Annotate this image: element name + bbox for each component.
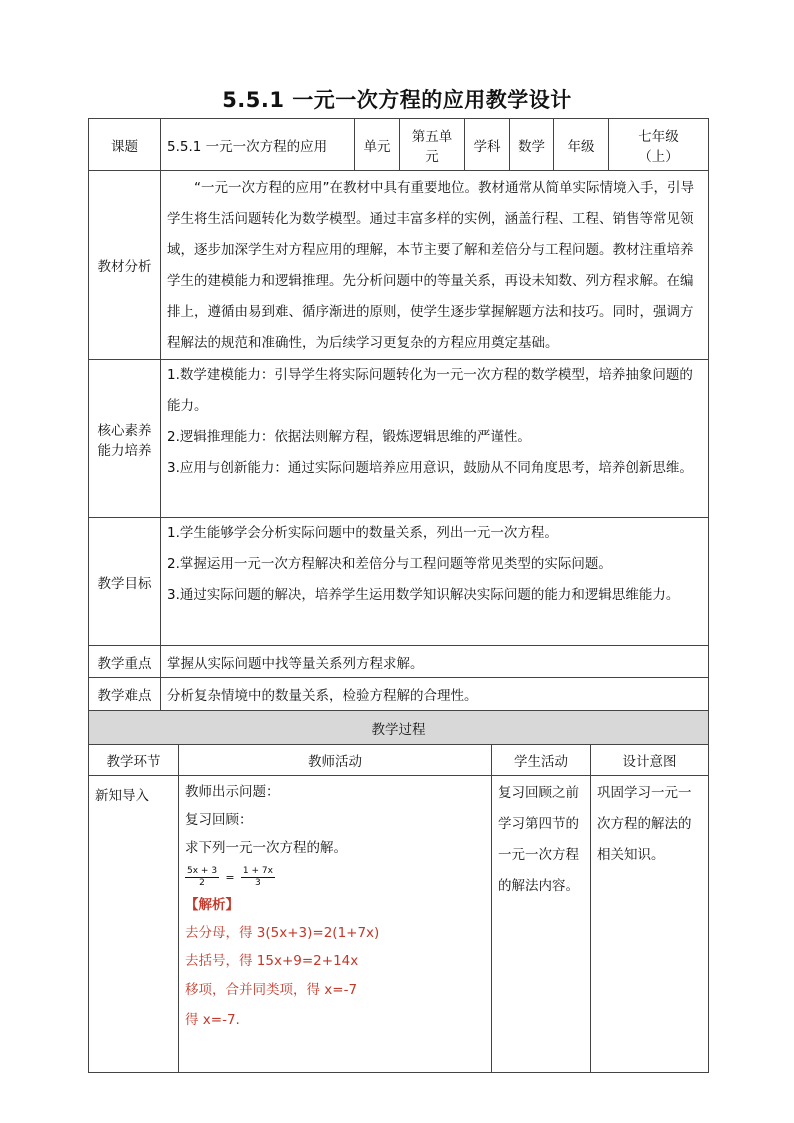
equation [185, 866, 485, 889]
nian-ji-line-2: （上） [638, 148, 679, 165]
intent-cell [591, 776, 709, 1073]
nandian-row [89, 678, 709, 711]
hexin-content [161, 360, 709, 518]
nian-ji-label: 年级 [554, 119, 609, 171]
process-row-1 [89, 776, 709, 1073]
page-title: 5.5.1 一元一次方程的应用教学设计 [222, 88, 572, 112]
huanjie-cell: 新知导入 [89, 776, 179, 1073]
xue-ke-value: 数学 [510, 119, 554, 171]
fraction-right [241, 866, 275, 889]
ke-ti-value: 5.5.1 一元一次方程的应用 [161, 119, 355, 171]
zhongdian-row [89, 646, 709, 678]
mubiao-label: 教学目标 [89, 518, 161, 646]
jiaocai-text: “一元一次方程的应用”在教材中具有重要地位。教材通常从简单实际情境入手，引导学生将生活问题转化为数学模型。通过丰富多样的实例，涵盖行程、工程、销售等常见领域，逐步加深学生对方程应用的理解，本节主要了解和差倍分与工程问题。教材注重培养学生的建模能力和逻辑推理。先分析问题中的等量关系，再设未知数、列方程求解。在编排上，遵循由易到难、循序渐进的原则，使学生逐步掌握解题方法和技巧。同时，强调方程解法的规范和准确性，为后续学习更复杂的方程应用奠定基础。 [167, 180, 694, 351]
teacher-line-3: 求下列一元一次方程的解。 [185, 840, 347, 856]
header-row [89, 119, 709, 171]
jiaocai-content [161, 171, 709, 360]
solution-step-2: 去括号，得 15x+9=2+14x [185, 953, 359, 969]
info-table [88, 118, 709, 711]
lesson-plan-table [88, 118, 708, 1073]
process-columns-row [89, 745, 709, 776]
intent-text: 巩固学习一元一次方程的解法的相关知识。 [597, 785, 692, 863]
step-4-value: x=-7. [202, 1012, 240, 1028]
hexin-label-line-1: 核心素养 [97, 422, 152, 439]
student-cell [492, 776, 591, 1073]
ke-ti-label: 课题 [89, 119, 161, 171]
hexin-item-2: 2.逻辑推理能力：依据法则解方程，锻炼逻辑思维的严谨性。 [167, 429, 531, 445]
jiaocai-row [89, 171, 709, 360]
nian-ji-line-1: 七年级 [638, 128, 679, 145]
fraction-right-den: 3 [255, 878, 261, 888]
mubiao-content [161, 518, 709, 646]
process-table [88, 710, 709, 1073]
zhongdian-text: 掌握从实际问题中找等量关系列方程求解。 [161, 646, 709, 678]
hexin-label-line-2: 能力培养 [97, 442, 152, 459]
process-header: 教学过程 [89, 711, 709, 745]
process-header-row [89, 711, 709, 745]
mubiao-item-2: 2.掌握运用一元一次方程解决和差倍分与工程问题等常见类型的实际问题。 [167, 556, 612, 572]
dan-yuan-label: 单元 [355, 119, 400, 171]
jiexi-heading: 【解析】 [185, 897, 239, 913]
equals-sign: = [225, 870, 235, 884]
col-huanjie: 教学环节 [89, 745, 179, 776]
xue-ke-label: 学科 [465, 119, 510, 171]
hexin-label [89, 360, 161, 518]
fraction-left-num: 5x + 3 [187, 866, 218, 876]
student-text: 复习回顾之前学习第四节的一元一次方程的解法内容。 [498, 785, 579, 894]
mubiao-item-1: 1.学生能够学会分析实际问题中的数量关系，列出一元一次方程。 [167, 525, 558, 541]
step-1-value: 3(5x+3)=2(1+7x) [256, 925, 380, 941]
mubiao-item-3: 3.通过实际问题的解决，培养学生运用数学知识解决实际问题的能力和逻辑思维能力。 [167, 587, 680, 603]
fraction-right-num: 1 + 7x [242, 866, 273, 876]
col-yitu: 设计意图 [591, 745, 709, 776]
solution-step-3: 移项，合并同类项，得 x=-7 [185, 982, 358, 998]
teacher-line-1: 教师出示问题： [185, 784, 280, 800]
hexin-item-3: 3.应用与创新能力：通过实际问题培养应用意识，鼓励从不同角度思考，培养创新思维。 [167, 460, 693, 476]
fraction-left-den: 2 [199, 878, 205, 888]
hexin-item-1: 1.数学建模能力：引导学生将实际问题转化为一元一次方程的数学模型，培养抽象问题的能力。 [167, 367, 693, 414]
solution-step-4: 得 x=-7. [185, 1012, 240, 1028]
solution-step-1: 去分母，得 3(5x+3)=2(1+7x) [185, 925, 380, 941]
step-3-value: x=-7 [324, 982, 358, 998]
teacher-cell [179, 776, 492, 1073]
col-xuesheng: 学生活动 [492, 745, 591, 776]
nian-ji-value [609, 119, 709, 171]
nandian-text: 分析复杂情境中的数量关系，检验方程解的合理性。 [161, 678, 709, 711]
nandian-label: 教学难点 [89, 678, 161, 711]
col-jiaoshi: 教师活动 [179, 745, 492, 776]
mubiao-row [89, 518, 709, 646]
step-2-value: 15x+9=2+14x [256, 953, 359, 969]
teacher-line-2: 复习回顾： [185, 812, 253, 828]
hexin-row [89, 360, 709, 518]
jiaocai-label: 教材分析 [89, 171, 161, 360]
zhongdian-label: 教学重点 [89, 646, 161, 678]
dan-yuan-value: 第五单元 [400, 119, 465, 171]
fraction-left [185, 866, 219, 889]
